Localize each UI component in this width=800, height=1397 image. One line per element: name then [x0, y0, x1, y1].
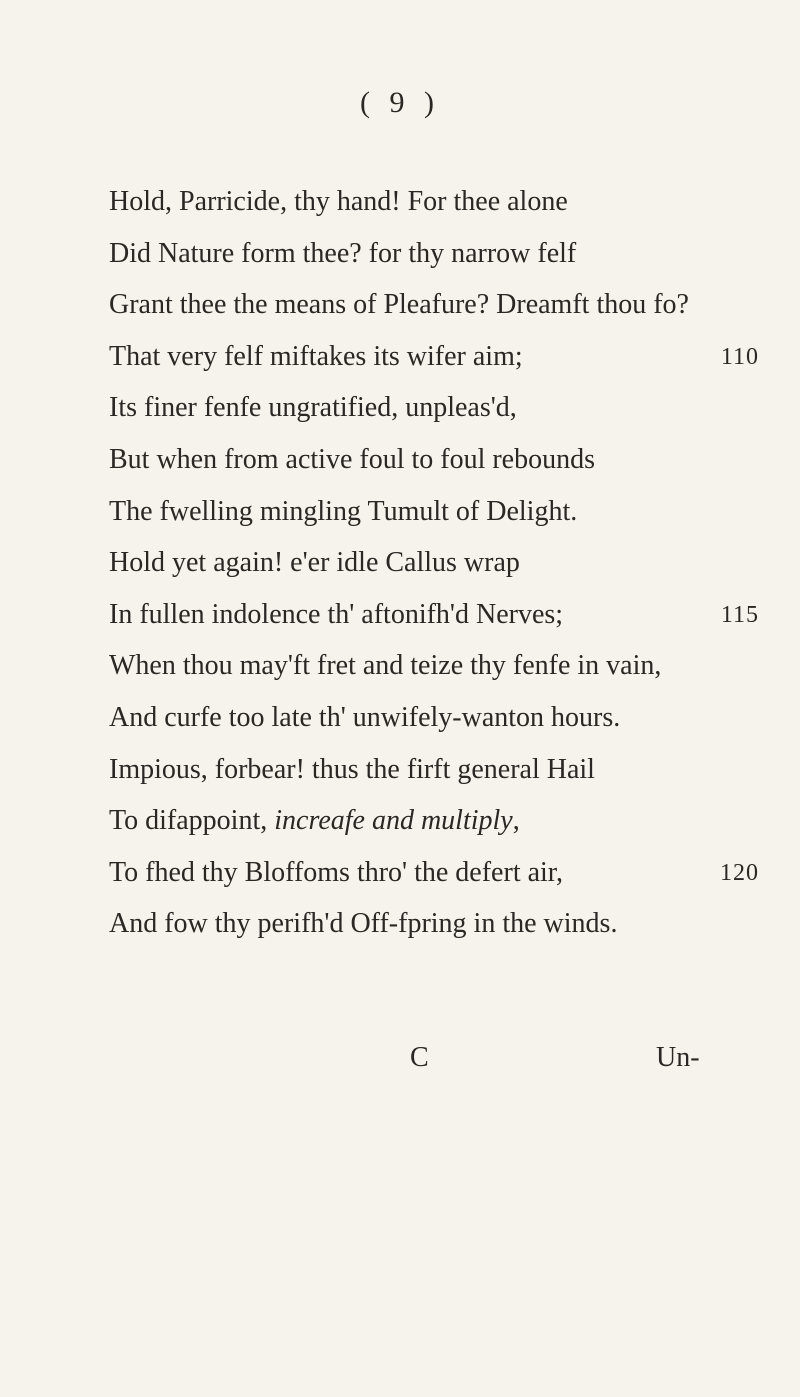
verse-line: [109, 234, 759, 286]
verse-text: Impious, forbear! thus the firft general Hail: [109, 753, 595, 785]
verse-line: [109, 285, 759, 337]
verse-text: But when from active foul to foul rebounds: [109, 443, 596, 475]
verse-line: [109, 543, 759, 595]
verse-text: Its finer fenfe ungratified, unpleas'd,: [109, 392, 517, 424]
verse-text: Did Nature form thee? for thy narrow felf: [109, 237, 577, 269]
verse-text: When thou may'ft fret and teize thy fenfe in vain,: [109, 650, 662, 682]
verse-text-punctuation: ,: [512, 805, 520, 837]
verse-line: [109, 853, 759, 905]
signature-mark: C: [410, 1042, 429, 1073]
verse-line: [109, 646, 759, 698]
verse-line: [109, 182, 759, 234]
verse-line: [109, 337, 759, 389]
page-footer: [0, 1042, 800, 1082]
verse-text: And curfe too late th' unwifely-wanton hours.: [109, 701, 621, 733]
line-number: 115: [720, 601, 759, 628]
poem-body: [109, 182, 759, 956]
verse-line: [109, 801, 759, 853]
catchword: Un-: [656, 1042, 700, 1073]
verse-text: Grant thee the means of Pleafure? Dreamft thou fo?: [109, 289, 689, 321]
verse-line: [109, 750, 759, 802]
line-number: 120: [720, 859, 759, 886]
verse-text: And fow thy perifh'd Off-fpring in the winds.: [109, 908, 618, 940]
verse-line: [109, 595, 759, 647]
verse-line: [109, 904, 759, 956]
verse-line: [109, 698, 759, 750]
verse-line: [109, 388, 759, 440]
verse-text-roman: To difappoint,: [109, 805, 275, 837]
page-number: ( 9 ): [360, 86, 440, 119]
verse-text: [109, 801, 520, 841]
verse-text: The fwelling mingling Tumult of Delight.: [109, 495, 578, 527]
verse-text: To fhed thy Bloffoms thro' the defert air,: [109, 856, 564, 888]
verse-text: Hold, Parricide, thy hand! For thee alone: [109, 186, 568, 217]
verse-text: That very felf miftakes its wifer aim;: [109, 340, 523, 372]
verse-text: In fullen indolence th' aftonifh'd Nerves;: [109, 598, 564, 630]
verse-text: Hold yet again! e'er idle Callus wrap: [109, 547, 520, 579]
verse-line: [109, 492, 759, 544]
verse-text-italic: increafe and multiply: [274, 805, 513, 837]
verse-line: [109, 440, 759, 492]
line-number: 110: [720, 343, 759, 370]
